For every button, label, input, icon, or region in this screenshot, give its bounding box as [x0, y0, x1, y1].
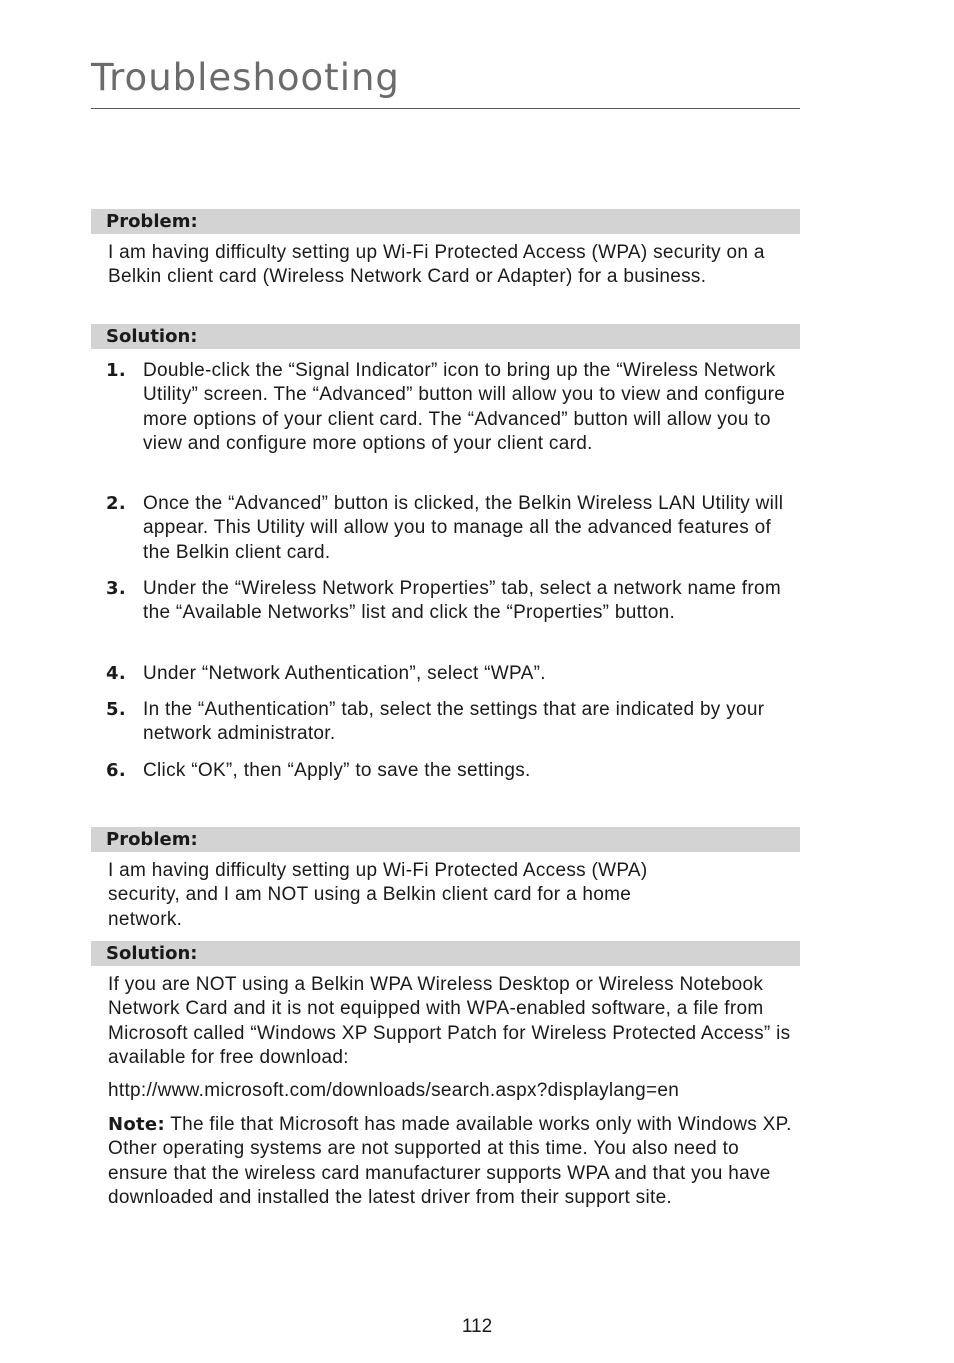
note-paragraph — [108, 1113, 800, 1211]
solution-label-2: Solution: — [106, 943, 198, 964]
step-text: Under the “Wireless Network Properties” tab, select a network name from the “Available Networks” list and click the “Properties” button. — [143, 578, 781, 624]
step-number: 5. — [106, 699, 126, 720]
problem-header-2 — [91, 827, 800, 852]
step-number: 1. — [106, 360, 126, 381]
problem-text-2: I am having difficulty setting up Wi-Fi Protected Access (WPA) security, and I am NOT using a Belkin client card for a home network. — [108, 860, 648, 930]
solution-header-2 — [91, 941, 800, 966]
title-divider — [91, 108, 800, 109]
step-text: Under “Network Authentication”, select “WPA”. — [143, 663, 546, 684]
step-text: Once the “Advanced” button is clicked, the Belkin Wireless LAN Utility will appear. This Utility will allow you to manage all the advanced features of the Belkin client card. — [143, 493, 784, 563]
step-number: 2. — [106, 493, 126, 514]
problem-label-1: Problem: — [106, 211, 198, 232]
step-number: 3. — [106, 578, 126, 599]
page-number: 112 — [461, 1316, 493, 1337]
solution-text-2: If you are NOT using a Belkin WPA Wireless Desktop or Wireless Notebook Network Card and it is not equipped with WPA-enabled software, a file from Microsoft called “Windows XP Support Patch for Wireless Protected Access” is available for free download: — [108, 974, 791, 1069]
solution-header-1 — [91, 324, 800, 349]
note-text: The file that Microsoft has made available works only with Windows XP. Other operating systems are not supported at this time. You also need to ensure that the wireless card manufacturer supports WPA and that you have downloaded and installed the latest driver from their support site. — [108, 1114, 792, 1209]
step-number: 6. — [106, 760, 126, 781]
page-title: Troubleshooting — [91, 56, 400, 99]
step-text: Double-click the “Signal Indicator” icon to bring up the “Wireless Network Utility” screen. The “Advanced” button will allow you to view and configure more options of your client card. The “Advanced” button will allow you to view and configure more options of your client card. — [143, 360, 786, 455]
problem-header-1 — [91, 209, 800, 234]
step-text: Click “OK”, then “Apply” to save the settings. — [143, 760, 531, 781]
solution-label-1: Solution: — [106, 326, 198, 347]
download-url: http://www.microsoft.com/downloads/search.aspx?displaylang=en — [108, 1080, 680, 1101]
problem-text-1: I am having difficulty setting up Wi-Fi Protected Access (WPA) security on a Belkin client card (Wireless Network Card or Adapter) for a business. — [108, 242, 765, 288]
note-label: Note: — [108, 1114, 165, 1135]
problem-label-2: Problem: — [106, 829, 198, 850]
step-number: 4. — [106, 663, 126, 684]
step-text: In the “Authentication” tab, select the settings that are indicated by your network administrator. — [143, 699, 765, 745]
